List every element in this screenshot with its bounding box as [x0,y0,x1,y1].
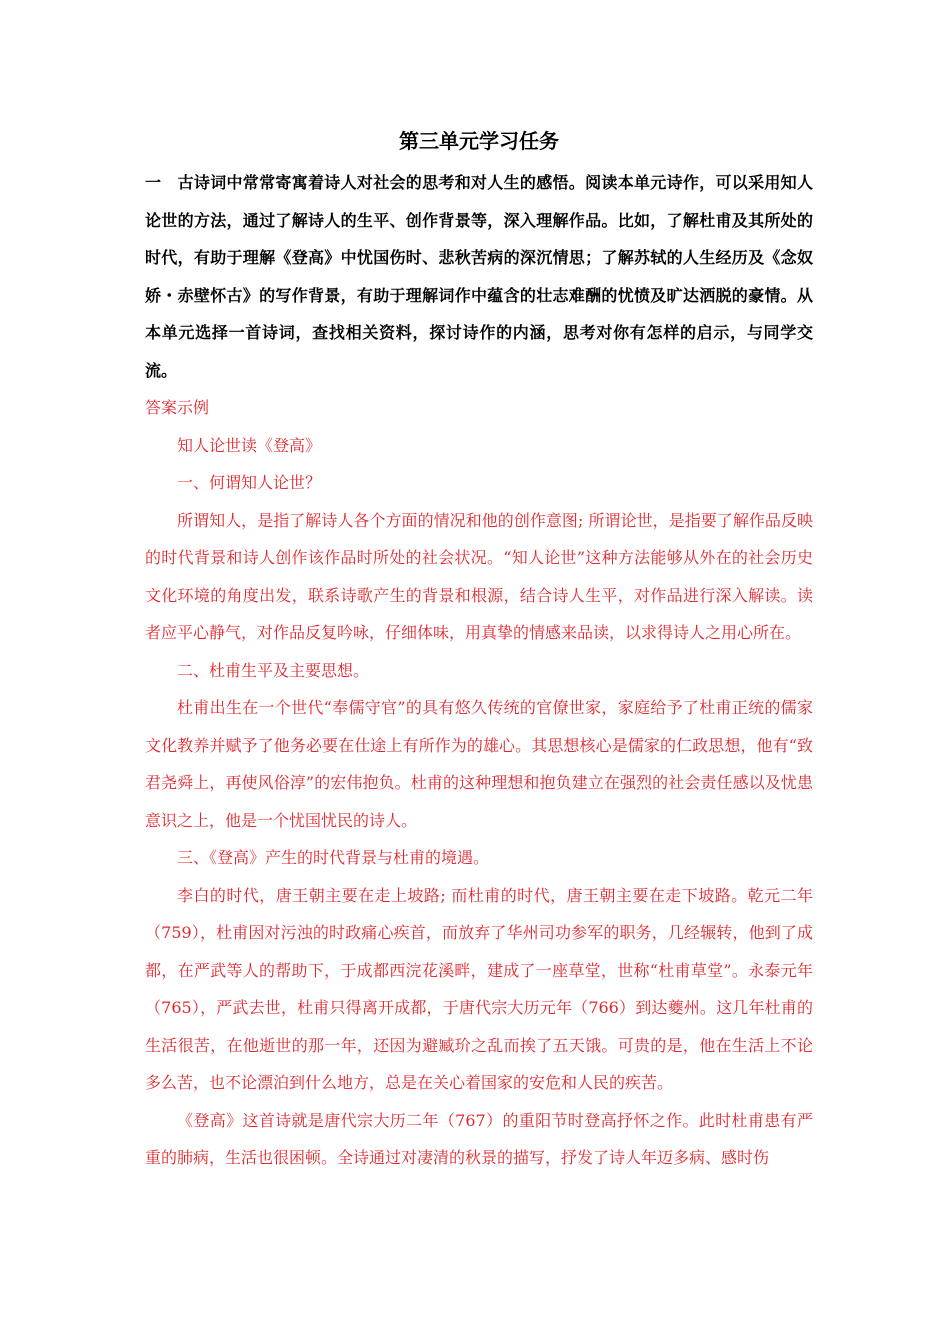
section-paragraph: 《登高》这首诗就是唐代宗大历二年（767）的重阳节时登高抒怀之作。此时杜甫患有严重的肺病，生活也很困顿。全诗通过对凄清的秋景的描写，抒发了诗人年迈多病、感时伤 [145,1110,813,1167]
section-heading: 二、杜甫生平及主要思想。 [177,660,370,680]
document-page [145,118,813,1177]
section-paragraph: 杜甫出生在一个世代“奉儒守官”的具有悠久传统的官僚世家，家庭给予了杜甫正统的儒家文化教养并赋予了他务必要在仕途上有所作为的雄心。其思想核心是儒家的仁政思想，他有“致君尧舜上，再使风俗淳”的宏伟抱负。杜甫的这种理想和抱负建立在强烈的社会责任感以及忧患意识之上，他是一个忧国忧民的诗人。 [145,698,813,830]
answer-label: 答案示例 [145,398,210,417]
section-heading: 一、何谓知人论世？ [177,473,322,492]
page-title: 第三单元学习任务 [399,129,559,153]
section-heading: 三、《登高》产生的时代背景与杜甫的境遇。 [177,848,490,867]
answer-section [145,389,813,1177]
essay-title: 知人论世读《登高》 [177,435,322,455]
section-paragraph: 所谓知人，是指了解诗人各个方面的情况和他的创作意图; 所谓论世，是指要了解作品反映的时代背景和诗人创作该作品时所处的社会状况。“知人论世”这种方法能够从外在的社会历史文化环境的角度出发，联系诗歌产生的背景和根源，结合诗人生平，对作品进行深入解读。读者应平心静气，对作品反复吟咏，仔细体味，用真挚的情感来品读，以求得诗人之用心所在。 [145,510,813,642]
section-paragraph: 李白的时代，唐王朝主要在走上坡路; 而杜甫的时代，唐王朝主要在走下坡路。乾元二年（759），杜甫因对污浊的时政痛心疾首，而放弃了华州司功参军的职务，几经辗转，他到了成都，在严武等人的帮助下，于成都西浣花溪畔，建成了一座草堂，世称“杜甫草堂”。永泰元年（765），严武去世，杜甫只得离开成都，于唐代宗大历元年（766）到达夔州。这几年杜甫的生活很苦，在他逝世的那一年，还因为避臧玠之乱而挨了五天饿。可贵的是，他在生活上不论多么苦，也不论漂泊到什么地方，总是在关心着国家的安危和人民的疾苦。 [145,885,813,1092]
task-prompt: 一 古诗词中常常寄寓着诗人对社会的思考和对人生的感悟。阅读本单元诗作，可以采用知人论世的方法，通过了解诗人的生平、创作背景等，深入理解作品。比如，了解杜甫及其所处的时代，有助于理解《登高》中忧国伤时、悲秋苦病的深沉情思；了解苏轼的人生经历及《念奴娇・赤壁怀古》的写作背景，有助于理解词作中蕴含的壮志难酬的忧愤及旷达洒脱的豪情。从本单元选择一首诗词，查找相关资料，探讨诗作的内涵，思考对你有怎样的启示，与同学交流。 [145,173,813,380]
